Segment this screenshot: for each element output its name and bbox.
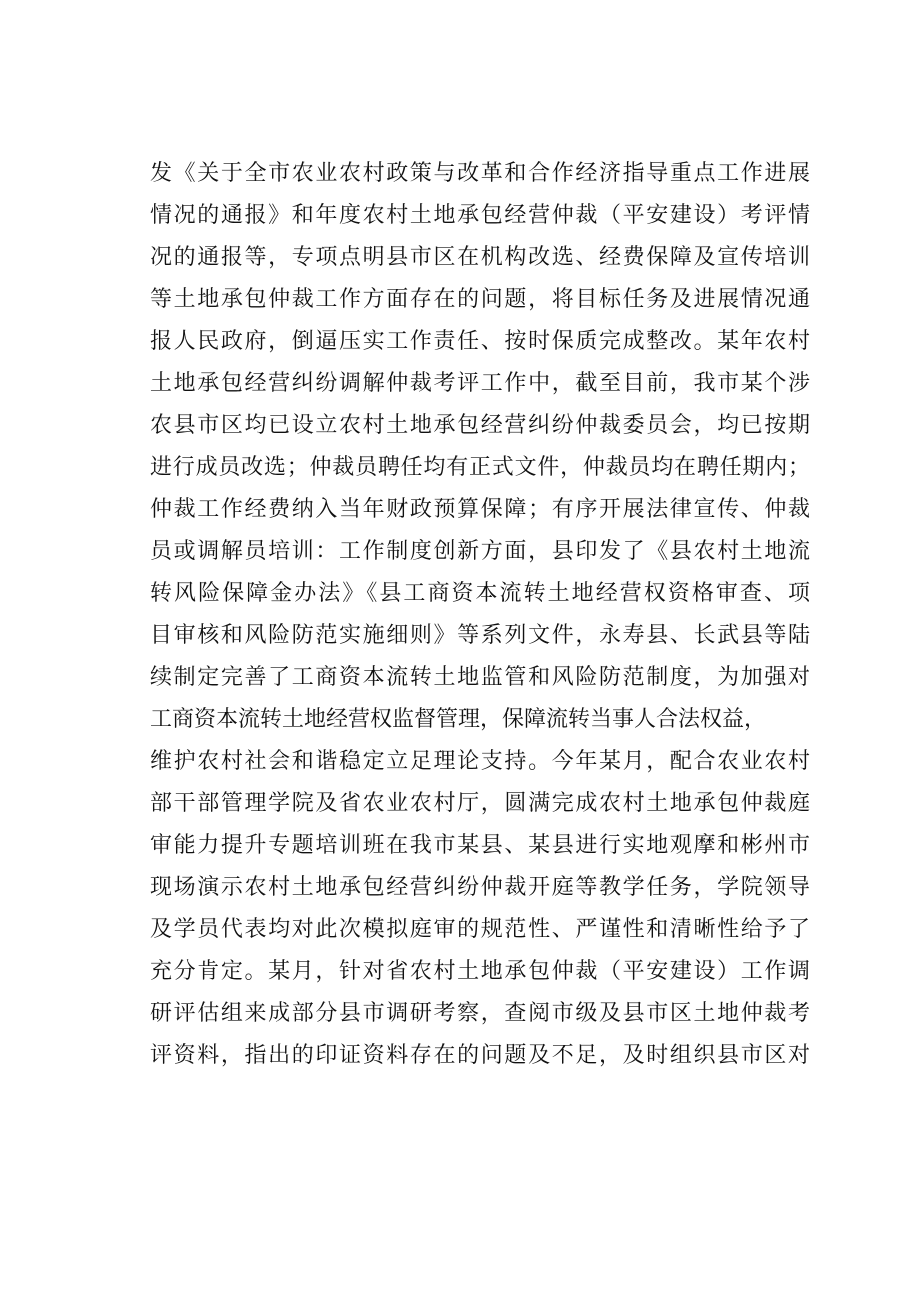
text-line: 现场演示农村土地承包经营纠纷仲裁开庭等教学任务，学院领导: [150, 875, 810, 900]
body-paragraph: [150, 153, 810, 1077]
text-line: 等土地承包仲裁工作方面存在的问题，将目标任务及进展情况通: [150, 287, 810, 312]
text-line: 农县市区均已设立农村土地承包经营纠纷仲裁委员会，均已按期: [150, 413, 810, 438]
text-line: 情况的通报》和年度农村土地承包经营仲裁（平安建设）考评情: [150, 203, 810, 228]
text-line: 审能力提升专题培训班在我市某县、某县进行实地观摩和彬州市: [150, 833, 810, 858]
text-line: 工商资本流转土地经营权监督管理，保障流转当事人合法权益，: [150, 707, 767, 732]
text-line: 土地承包经营纠纷调解仲裁考评工作中，截至目前，我市某个涉: [150, 371, 810, 396]
text-line: 研评估组来成部分县市调研考察，查阅市级及县市区土地仲裁考: [150, 1001, 810, 1026]
text-line: 发《关于全市农业农村政策与改革和合作经济指导重点工作进展: [150, 161, 810, 186]
text-line: 目审核和风险防范实施细则》等系列文件，永寿县、长武县等陆: [150, 623, 810, 648]
text-line: 员或调解员培训：工作制度创新方面，县印发了《县农村土地流: [150, 539, 810, 564]
text-line: 充分肯定。某月，针对省农村土地承包仲裁（平安建设）工作调: [150, 959, 810, 984]
text-line: 仲裁工作经费纳入当年财政预算保障；有序开展法律宣传、仲裁: [150, 497, 810, 522]
text-line: 报人民政府，倒逼压实工作责任、按时保质完成整改。某年农村: [150, 329, 810, 354]
text-line: 评资料，指出的印证资料存在的问题及不足，及时组织县市区对: [150, 1043, 810, 1068]
text-line: 部干部管理学院及省农业农村厅，圆满完成农村土地承包仲裁庭: [150, 791, 810, 816]
text-line: 进行成员改选；仲裁员聘任均有正式文件，仲裁员均在聘任期内；: [150, 455, 810, 480]
text-line: 续制定完善了工商资本流转土地监管和风险防范制度，为加强对: [150, 665, 810, 690]
text-line: 转风险保障金办法》《县工商资本流转土地经营权资格审查、项: [150, 581, 810, 606]
text-line: 况的通报等，专项点明县市区在机构改选、经费保障及宣传培训: [150, 245, 810, 270]
text-line: 及学员代表均对此次模拟庭审的规范性、严谨性和清晰性给予了: [150, 917, 810, 942]
text-line: 维护农村社会和谐稳定立足理论支持。今年某月，配合农业农村: [150, 749, 810, 774]
